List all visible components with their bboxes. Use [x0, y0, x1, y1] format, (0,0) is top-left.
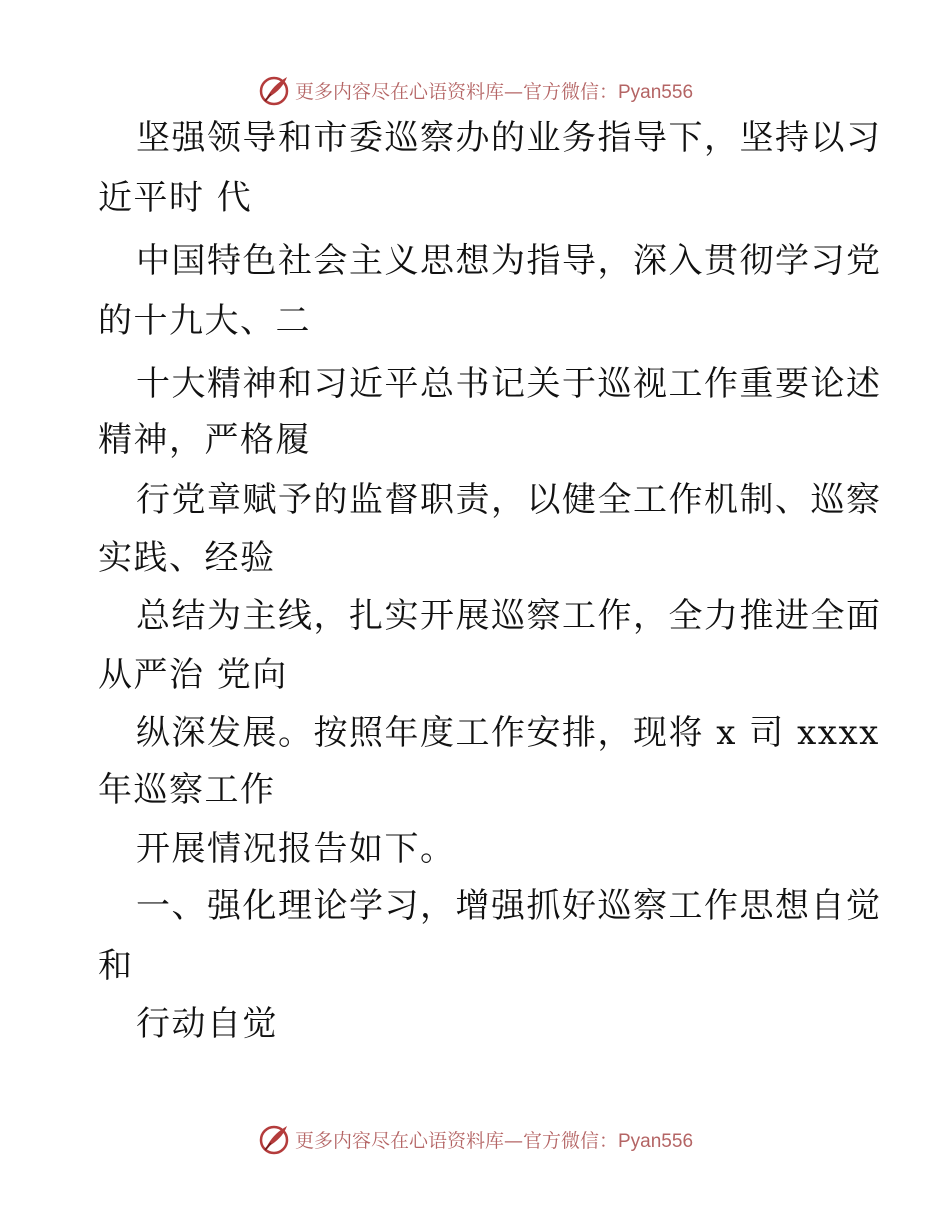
body-line: 年巡察工作 [98, 770, 276, 810]
body-line: 十大精神和习近平总书记关于巡视工作重要论述 [136, 364, 882, 404]
banner-text [295, 77, 693, 104]
banner-label: 更多内容尽在心语资料库—官方微信： [294, 80, 618, 103]
body-line: 和 [98, 946, 134, 986]
wechat-id: Pyan556 [618, 1130, 694, 1152]
quill-logo-icon [257, 1122, 291, 1156]
footer-banner [0, 1119, 950, 1159]
header-banner [0, 70, 950, 110]
body-line: 的十九大、二 [98, 301, 311, 341]
body-line: 中国特色社会主义思想为指导，深入贯彻学习党 [136, 241, 882, 281]
body-line: 行动自觉 [136, 1004, 278, 1044]
banner-label: 更多内容尽在心语资料库—官方微信： [294, 1129, 618, 1152]
body-line: 行党章赋予的监督职责，以健全工作机制、巡察 [136, 480, 882, 520]
body-line: 总结为主线，扎实开展巡察工作，全力推进全面 [136, 596, 882, 636]
body-line: 实践、经验 [98, 538, 276, 578]
body-line: 开展情况报告如下。 [136, 829, 456, 869]
body-line: 坚强领导和市委巡察办的业务指导下，坚持以习 [136, 118, 882, 158]
body-line: 纵深发展。按照年度工作安排，现将 x 司 xxxx [136, 713, 880, 753]
body-line: 一、强化理论学习，增强抓好巡察工作思想自觉 [136, 886, 882, 926]
body-line: 精神，严格履 [98, 420, 311, 460]
quill-logo-icon [257, 73, 291, 107]
body-line: 近平时 代 [98, 178, 253, 218]
wechat-id: Pyan556 [618, 81, 694, 103]
banner-text [295, 1126, 693, 1153]
body-line: 从严治 党向 [98, 655, 288, 695]
